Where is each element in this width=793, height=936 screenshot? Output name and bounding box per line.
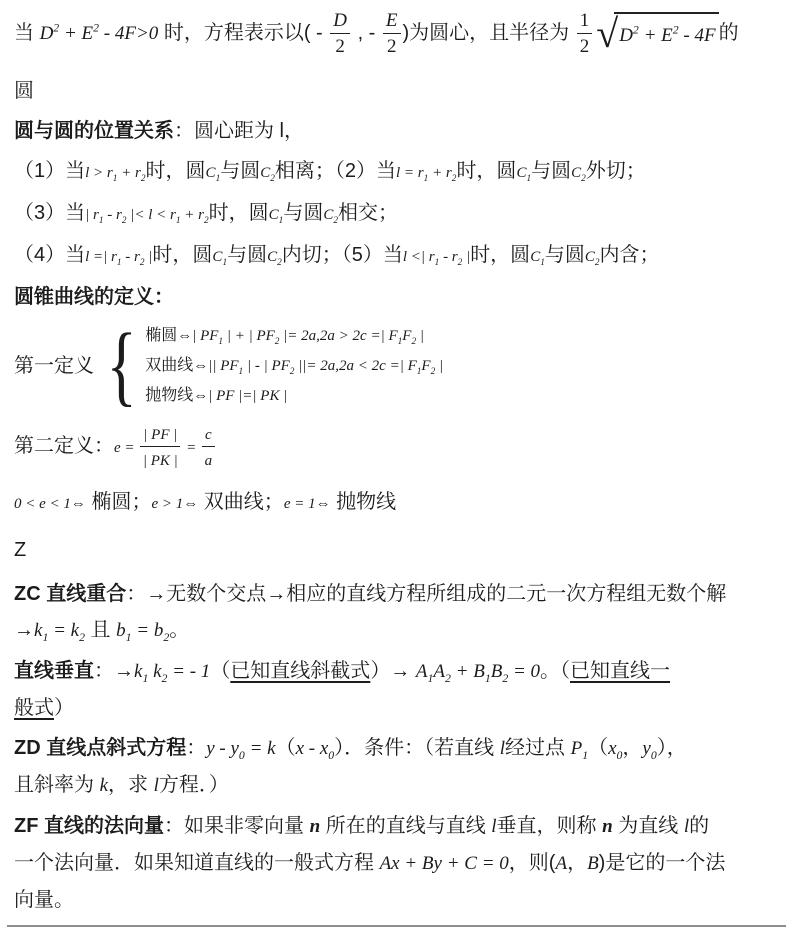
subscript: 2 (444, 671, 451, 685)
para-perpendicular-lines (14, 653, 781, 726)
subscript: 0 (616, 748, 623, 762)
text-run: = 0 (508, 661, 541, 682)
text-run: | $r_1$ (85, 207, 104, 226)
text-run: ZC 直线重合 (14, 583, 127, 605)
text-run: l (683, 816, 690, 837)
text-run: $F_2$ (402, 328, 417, 347)
text-run: ：→ (94, 660, 134, 682)
text-run: a (204, 453, 213, 469)
subscript: 2 (502, 671, 509, 685)
fraction-denominator (143, 447, 178, 472)
fraction (330, 8, 350, 59)
subscript: 2 (457, 258, 463, 268)
subscript: 1 (540, 258, 545, 268)
subscript: 2 (451, 174, 457, 184)
text-run: 直线垂直 (14, 660, 94, 682)
text-run: | PF |=| PK | (208, 388, 288, 404)
text-run: k (99, 775, 108, 796)
text-run: | + | $PF_2$ (223, 328, 280, 347)
para-zf-normal-vector (14, 808, 781, 918)
text-run: >0 (135, 22, 159, 44)
text-run: ：→无数个交点→相应的直线方程所组成的二元一次方程组无数个解 (126, 583, 727, 605)
subscript: 0 (650, 748, 657, 762)
para-zd-point-slope (14, 730, 781, 804)
text-run: 与圆 (220, 160, 261, 182)
text-run: ） (54, 697, 74, 719)
text-run: = $k_2$ (48, 620, 85, 644)
fraction-numerator (577, 8, 593, 34)
text-run: ⇔ (183, 496, 199, 512)
text-run: ： (186, 737, 207, 759)
subscript: 1 (215, 174, 221, 184)
text-run: ）→ (370, 660, 416, 682)
text-run: 抛物线 (145, 387, 194, 404)
text-run: e = 1 (283, 496, 316, 512)
fraction-numerator (330, 8, 350, 34)
subscript: 2 (333, 216, 338, 226)
text-run: 2 (386, 36, 397, 57)
text-run: F (703, 24, 716, 46)
text-run: 圆 (14, 80, 34, 102)
text-run: $k_2$ (148, 661, 168, 685)
text-run: n (309, 816, 321, 837)
subscript: 1 (98, 216, 104, 226)
text-run: $l = r_1$ (396, 165, 429, 184)
fraction-numerator (383, 8, 401, 34)
text-run: 且斜率为 (14, 774, 100, 796)
text-run: 当 (14, 21, 40, 44)
text-run: $C_2$ (571, 165, 586, 184)
text-run: 与圆 (544, 244, 585, 266)
text-run: + $r_2$ (428, 165, 457, 184)
text-run: $C_2$ (267, 249, 282, 268)
text-run: 一个法向量．如果知道直线的一般式方程 (14, 852, 380, 874)
text-run: 相离；（2）当 (274, 160, 397, 182)
para-circle-word (14, 73, 781, 109)
text-run: ，求 (108, 774, 154, 796)
subscript: 1 (484, 671, 491, 685)
text-run: |= 2a,2a > 2c =| $F_1$ (279, 328, 403, 347)
para-general-equation-radius (14, 8, 781, 59)
text-run: 第二定义： (14, 434, 114, 457)
text-run: 2 (579, 36, 590, 57)
subscript: 1 (238, 367, 244, 377)
subscript: 1 (42, 630, 49, 644)
text-run: , - (352, 21, 381, 44)
subscript: 2 (163, 630, 170, 644)
text-run: + $B_1$ (450, 661, 491, 685)
text-run: - 4 (678, 24, 704, 46)
text-run: ZF 直线的法向量 (14, 815, 164, 837)
text-run: $A_2$ (433, 661, 451, 685)
para-circle-positions-heading (14, 113, 781, 149)
para-first-definition (14, 316, 781, 416)
definition-row (145, 351, 443, 381)
subscript: 1 (416, 367, 422, 377)
subscript: 2 (411, 337, 417, 347)
text-run: )为圆心，且半径为 (402, 21, 575, 44)
text-run: )是它的一个法 (598, 852, 726, 874)
subscript: 2 (270, 174, 275, 184)
text-run: → (14, 619, 34, 641)
text-run: $F_2$ (421, 358, 436, 377)
text-run: $A_1$ (415, 661, 434, 685)
text-run: 已知直线斜截式 (230, 660, 371, 682)
text-run: - $r_2$ (439, 249, 463, 268)
para-case-3 (14, 195, 781, 233)
text-run: ⇔ (193, 388, 209, 404)
subscript: 1 (112, 174, 118, 184)
fraction-denominator (387, 34, 397, 59)
text-run: | $PF_1$ (192, 328, 224, 347)
text-run: 外切； (585, 160, 646, 182)
text-run: E (385, 10, 398, 31)
text-run: $C_2$ (260, 165, 275, 184)
definition-row (145, 321, 443, 351)
subscript: 2 (140, 174, 146, 184)
subscript: 2 (204, 216, 209, 226)
text-run: ⇔ (177, 328, 193, 344)
text-run: ：如果非零向量 (164, 815, 310, 837)
square-root (596, 12, 718, 56)
fraction (383, 8, 401, 59)
subscript: 1 (526, 174, 532, 184)
text-run: Ax + By + C = 0 (379, 853, 509, 874)
subscript: 1 (427, 671, 434, 685)
superscript: 2 (632, 23, 639, 37)
text-run: $C_1$ (205, 165, 221, 184)
text-run: 抛物线 (330, 491, 397, 513)
text-run: （3）当 (14, 202, 86, 224)
text-run: A (555, 853, 568, 874)
text-run: 时，方程表示以( - (158, 21, 329, 44)
text-run: x - $x_0$ (295, 738, 335, 762)
fraction-denominator (335, 34, 345, 59)
text-run: ）， (656, 737, 687, 759)
subscript: 2 (161, 671, 168, 685)
text-run: + $r_2$ (117, 165, 146, 184)
text-run: ⇔ (315, 496, 331, 512)
text-run: $E^2$ (81, 21, 100, 44)
subscript: 1 (142, 671, 149, 685)
text-run: + (638, 24, 662, 46)
text-run: c (204, 427, 212, 443)
text-run: = - 1 (167, 661, 211, 682)
text-run: 与圆 (227, 244, 268, 266)
text-run: l (491, 816, 497, 837)
fraction (140, 421, 180, 472)
text-run: e = (114, 439, 139, 456)
text-run: ，则( (508, 852, 556, 874)
subscript: 2 (594, 258, 600, 268)
superscript: 2 (672, 23, 679, 37)
text-run: l =| $r_1$ (85, 249, 122, 268)
text-run: | (416, 328, 424, 344)
text-run: = $b_2$ (131, 620, 170, 644)
text-run: （ (210, 660, 231, 682)
first-definition-rows (145, 321, 443, 411)
text-run: $k_1$ (34, 620, 49, 644)
text-run: $C_1$ (530, 249, 545, 268)
text-run: 相交； (338, 202, 398, 224)
text-run: | (144, 249, 153, 265)
subscript: 1 (218, 337, 224, 347)
subscript: 0 (238, 748, 245, 762)
text-run: 1 (579, 10, 590, 31)
text-run: $C_2$ (323, 207, 338, 226)
text-run: 与圆 (283, 202, 324, 224)
text-run: - 4 (99, 22, 125, 44)
text-run: 的 (689, 815, 710, 837)
text-run: 双曲线 (145, 357, 194, 374)
text-run: 时，圆 (152, 244, 213, 266)
text-run: 时，圆 (208, 202, 269, 224)
text-run: $D^2$ (619, 23, 639, 46)
subscript: 1 (582, 748, 589, 762)
text-run: | (435, 358, 444, 374)
fraction (202, 421, 215, 472)
subscript: 2 (79, 630, 85, 644)
text-run: l (499, 738, 506, 759)
fraction-numerator (202, 421, 215, 447)
text-run: 所在的直线与直线 (320, 815, 492, 837)
text-run: ）．条件：（若直线 (334, 737, 500, 759)
text-run: 时，圆 (456, 160, 517, 182)
text-run: $C_2$ (584, 249, 600, 268)
text-run: |< $l < r_1$ (126, 207, 181, 226)
subscript: 2 (277, 258, 282, 268)
text-run: 垂直，则称 (496, 815, 603, 837)
text-run: ， (622, 737, 643, 759)
fraction-denominator (205, 447, 213, 472)
text-run: 圆锥曲线的定义： (14, 286, 174, 308)
radical-sign-icon: √ (596, 10, 619, 56)
text-run: （4）当 (14, 244, 86, 266)
superscript: 2 (53, 21, 60, 35)
radicand (614, 12, 718, 56)
text-run: D (333, 10, 348, 31)
text-run: $b_1$ (116, 620, 132, 644)
text-run: = (182, 439, 200, 456)
superscript: 2 (93, 21, 100, 35)
para-z-marker (14, 532, 781, 568)
text-run: = k (244, 738, 276, 759)
subscript: 1 (175, 216, 181, 226)
text-run: （ (588, 737, 609, 759)
para-case-1-2 (14, 153, 781, 191)
page-bottom-divider (7, 925, 786, 927)
text-run: 已知直线一 (570, 660, 671, 682)
para-conic-definitions-heading (14, 279, 781, 315)
fraction-denominator (580, 34, 590, 59)
text-run: F (124, 22, 136, 44)
text-run: 与圆 (531, 160, 572, 182)
subscript: 0 (328, 748, 335, 762)
text-run: ， (567, 852, 588, 874)
text-run: （ (275, 737, 296, 759)
text-run: 向量。 (14, 889, 74, 911)
para-case-4-5 (14, 237, 781, 275)
text-run: （1）当 (14, 160, 86, 182)
text-run: 内含； (599, 244, 660, 266)
text-run: 方程．） (158, 774, 229, 796)
text-run: l (153, 775, 159, 796)
para-second-definition (14, 421, 781, 472)
first-definition-label: 第一定义 (14, 355, 94, 377)
text-run: | PF | (143, 427, 178, 443)
text-run: $P_1$ (570, 738, 589, 762)
text-run: | (462, 249, 471, 265)
text-run: 经过点 (505, 737, 571, 759)
subscript: 2 (121, 216, 127, 226)
subscript: 2 (139, 258, 145, 268)
text-run: ZD 直线点斜式方程 (14, 737, 187, 759)
text-run: ||= 2a,2a < 2c =| $F_1$ (294, 358, 422, 377)
text-run: $k_1$ (134, 661, 149, 685)
text-run: $l > r_1$ (85, 165, 118, 184)
subscript: 1 (278, 216, 284, 226)
text-run: e > 1 (151, 496, 184, 512)
subscript: 1 (116, 258, 122, 268)
text-run: | - | $PF_2$ (243, 358, 295, 377)
text-run: $y_0$ (642, 738, 657, 762)
text-run: + (59, 22, 82, 44)
subscript: 2 (289, 367, 295, 377)
text-run: B (587, 853, 599, 874)
subscript: 1 (423, 174, 429, 184)
subscript: 1 (222, 258, 228, 268)
text-run: 时，圆 (470, 244, 531, 266)
text-run: 双曲线； (198, 491, 284, 513)
subscript: 1 (397, 337, 403, 347)
text-run: 为直线 (612, 815, 684, 837)
subscript: 2 (274, 337, 280, 347)
subscript: 2 (581, 174, 586, 184)
text-run: - $r_2$ (103, 207, 127, 226)
para-zc-coincident-lines (14, 576, 781, 649)
text-run: 。 (169, 619, 190, 641)
text-run: 2 (335, 36, 345, 57)
text-run: $C_1$ (516, 165, 532, 184)
text-run: y - $y_0$ (206, 738, 245, 762)
definition-row (145, 381, 443, 411)
text-run: ⇔ (70, 496, 86, 512)
text-run: $C_1$ (268, 207, 284, 226)
subscript: 2 (430, 367, 436, 377)
text-run: | PK | (142, 453, 178, 469)
text-run: $D^2$ (39, 21, 60, 44)
text-run: n (602, 816, 613, 837)
text-run: $E^2$ (661, 23, 679, 46)
text-run: Z (14, 539, 27, 561)
text-run: + $r_2$ (180, 207, 209, 226)
subscript: 1 (434, 258, 440, 268)
text-run: 圆与圆的位置关系 (14, 120, 174, 142)
text-run: 时，圆 (145, 160, 206, 182)
text-run: ：圆心距为 l， (174, 120, 304, 142)
text-run: 且 (84, 619, 117, 641)
text-run: 内切；（5）当 (281, 244, 403, 266)
text-run: 椭圆； (85, 491, 152, 513)
text-run: || $PF_1$ (208, 358, 244, 377)
subscript: 1 (125, 630, 132, 644)
text-run: - $r_2$ (121, 249, 145, 268)
text-run: 0 < e < 1 (14, 496, 71, 512)
text-run: $x_0$ (608, 738, 623, 762)
text-run: 椭圆 (145, 327, 178, 344)
text-run: $B_2$ (490, 661, 509, 685)
left-brace-icon: { (106, 316, 137, 416)
fraction (577, 8, 593, 59)
text-run: 的 (718, 21, 739, 44)
text-run: $C_1$ (212, 249, 228, 268)
text-run: 。（ (540, 660, 571, 682)
text-run: 般式 (14, 697, 54, 719)
para-eccentricity-cases (14, 484, 781, 522)
text-run: ⇔ (193, 358, 209, 374)
fraction-numerator (140, 421, 180, 447)
text-run: l <| $r_1$ (402, 249, 440, 268)
